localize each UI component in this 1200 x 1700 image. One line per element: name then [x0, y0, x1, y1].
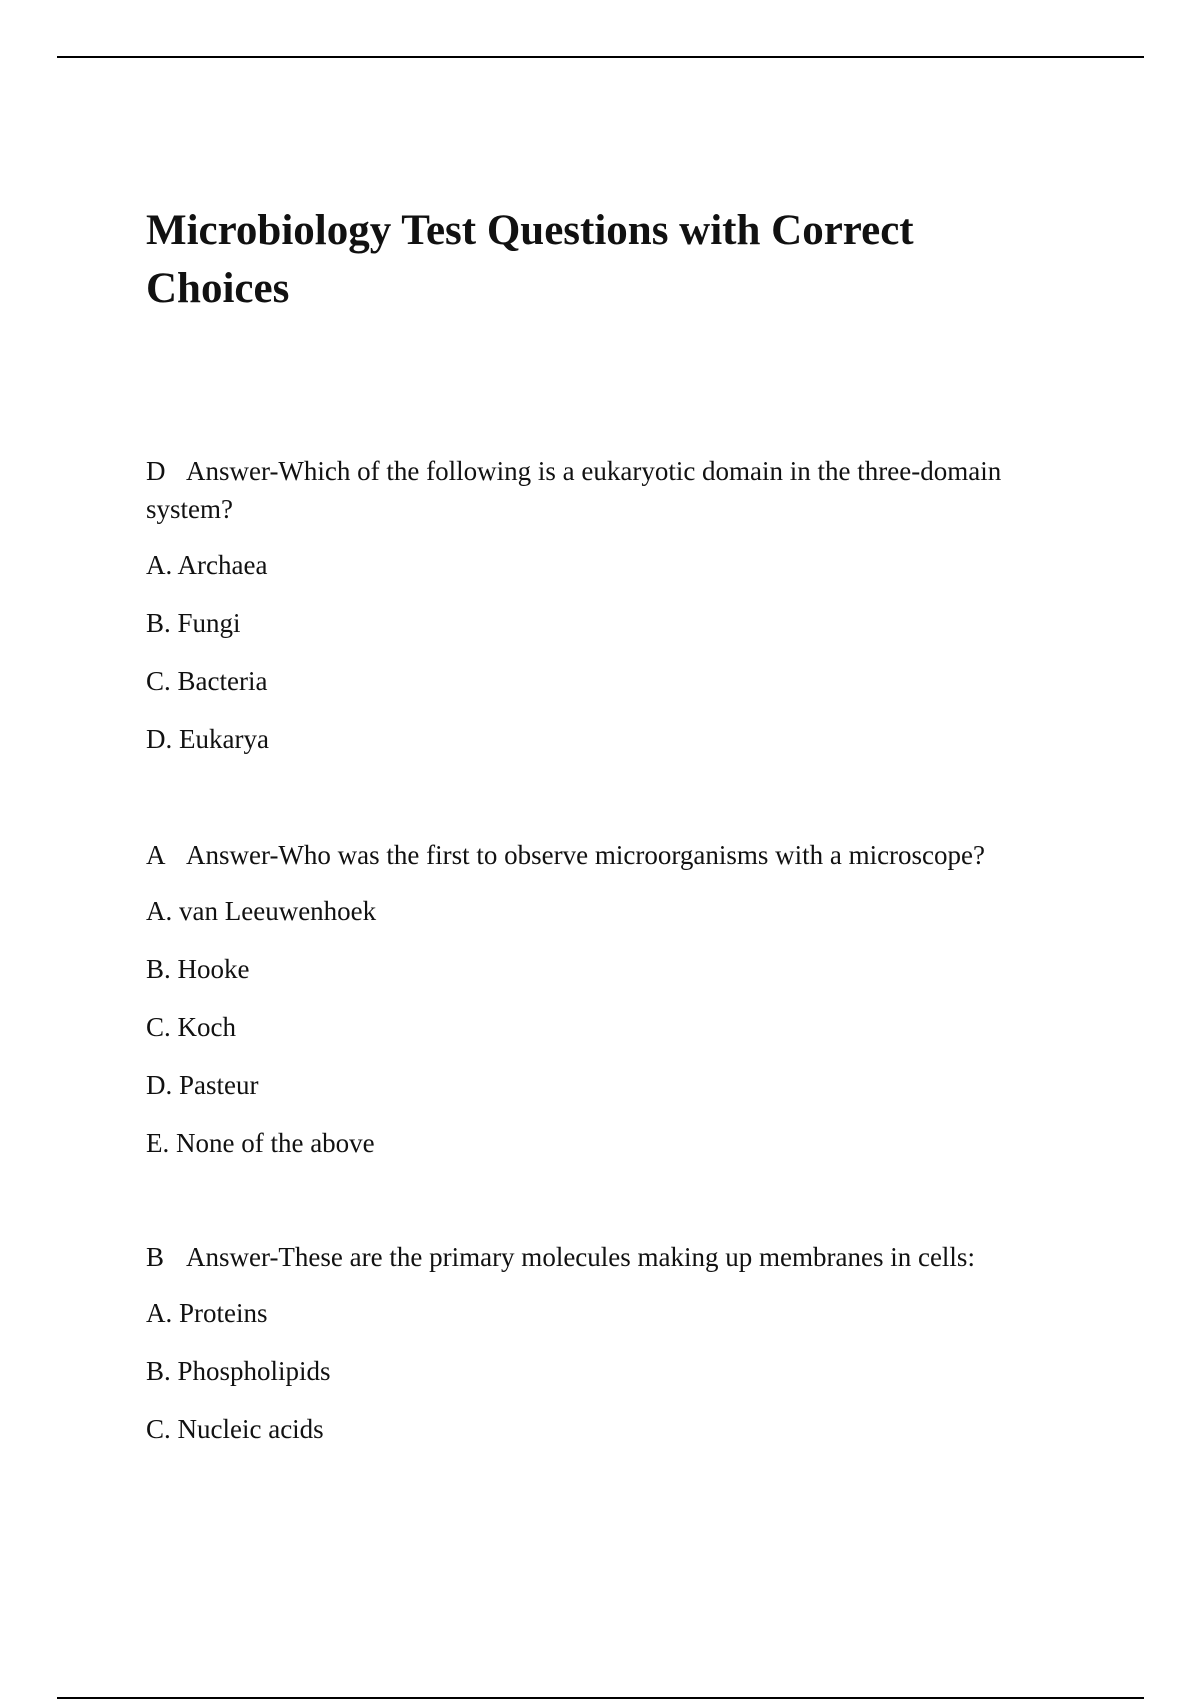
answer-option: B. Fungi [146, 608, 241, 638]
question-text [146, 1238, 1066, 1276]
answer-option: B. Hooke [146, 954, 250, 984]
question-prompt: Answer-Who was the first to observe microorganisms with a microscope? [186, 840, 986, 870]
document-title: Microbiology Test Questions with Correct Choices [146, 207, 914, 312]
answer-option: A. Proteins [146, 1298, 268, 1328]
question-block [146, 836, 1066, 1162]
answer-key: B [146, 1242, 165, 1272]
header-rule [57, 56, 1144, 58]
answer-key: A [146, 840, 166, 870]
document-body [146, 202, 1066, 1444]
answer-option: D. Pasteur [146, 1070, 259, 1100]
answer-option: A. Archaea [146, 550, 268, 580]
footer-rule [57, 1697, 1144, 1699]
answer-option: C. Bacteria [146, 666, 268, 696]
answer-key: D [146, 456, 166, 486]
answer-option: C. Koch [146, 1012, 236, 1042]
answer-option: B. Phospholipids [146, 1356, 331, 1386]
answer-option: D. Eukarya [146, 724, 269, 754]
question-text [146, 836, 1066, 874]
answer-option: C. Nucleic acids [146, 1414, 324, 1444]
question-prompt: Answer-Which of the following is a eukaryotic domain in the three-domain system? [146, 456, 1002, 524]
answer-option: A. van Leeuwenhoek [146, 896, 377, 926]
answer-option: E. None of the above [146, 1128, 375, 1158]
question-prompt: Answer-These are the primary molecules making up membranes in cells: [186, 1242, 975, 1272]
question-block [146, 1238, 1066, 1448]
question-block [146, 452, 1066, 758]
question-text [146, 452, 1066, 528]
